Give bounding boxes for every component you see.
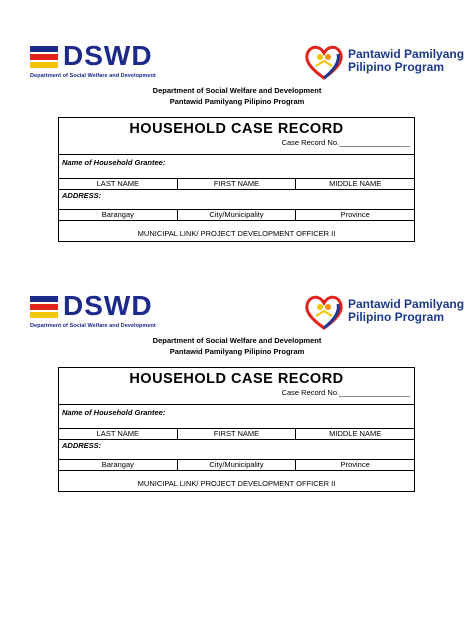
province-label: Province: [295, 210, 414, 220]
pantawid-logo: [304, 294, 465, 334]
dswd-subtitle: Department of Social Welfare and Development: [30, 323, 156, 329]
dswd-wordmark: DSWD: [63, 40, 153, 71]
divider: [59, 439, 414, 440]
heart-family-icon: [304, 44, 344, 80]
grantee-label: Name of Household Grantee:: [62, 158, 166, 167]
barangay-label: Barangay: [101, 210, 134, 219]
address-label: ADDRESS:: [62, 191, 102, 200]
divider: [59, 404, 414, 405]
program-line: Pantawid Pamilyang Pilipino Program: [169, 347, 305, 356]
divider: [59, 154, 414, 155]
last-name-label: LAST NAME: [96, 179, 140, 188]
heart-family-icon: [304, 294, 344, 330]
address-label: ADDRESS:: [62, 441, 102, 450]
middle-name-label: MIDDLE NAME: [295, 429, 414, 439]
form-title: HOUSEHOLD CASE RECORD: [129, 371, 344, 387]
pantawid-wordmark: Pantawid Pamilyang Pilipino Program: [348, 47, 465, 74]
form-title: HOUSEHOLD CASE RECORD: [129, 121, 344, 137]
dswd-logo: [30, 292, 162, 332]
first-name-label: FIRST NAME: [177, 179, 296, 189]
officer-signature-line: MUNICIPAL LINK/ PROJECT DEVELOPMENT OFFICER II: [137, 479, 336, 488]
department-line: Department of Social Welfare and Development: [152, 336, 322, 345]
pantawid-logo: [304, 44, 465, 84]
household-case-record-2: [0, 290, 474, 540]
department-line: Department of Social Welfare and Development: [152, 86, 322, 95]
dswd-flag-icon: [30, 294, 60, 322]
dswd-subtitle: Department of Social Welfare and Development: [30, 73, 156, 79]
name-columns-row: [59, 179, 414, 189]
divider: [59, 470, 414, 471]
case-record-number-field[interactable]: Case Record No._________________: [281, 388, 410, 397]
grantee-label: Name of Household Grantee:: [62, 408, 166, 417]
pantawid-wordmark: Pantawid Pamilyang Pilipino Program: [348, 297, 465, 324]
dswd-logo: [30, 42, 162, 82]
divider: [59, 220, 414, 221]
city-municipality-label: City/Municipality: [177, 210, 296, 220]
program-line: Pantawid Pamilyang Pilipino Program: [169, 97, 305, 106]
household-case-record-1: [0, 40, 474, 290]
middle-name-label: MIDDLE NAME: [295, 179, 414, 189]
divider: [59, 189, 414, 190]
province-label: Province: [295, 460, 414, 470]
address-columns-row: [59, 460, 414, 470]
barangay-label: Barangay: [101, 460, 134, 469]
address-columns-row: [59, 210, 414, 220]
first-name-label: FIRST NAME: [177, 429, 296, 439]
name-columns-row: [59, 429, 414, 439]
officer-signature-line: MUNICIPAL LINK/ PROJECT DEVELOPMENT OFFICER II: [137, 229, 336, 238]
case-record-number-field[interactable]: Case Record No._________________: [281, 138, 410, 147]
last-name-label: LAST NAME: [96, 429, 140, 438]
dswd-wordmark: DSWD: [63, 290, 153, 321]
case-record-form: [58, 367, 415, 492]
city-municipality-label: City/Municipality: [177, 460, 296, 470]
case-record-form: [58, 117, 415, 242]
dswd-flag-icon: [30, 44, 60, 72]
